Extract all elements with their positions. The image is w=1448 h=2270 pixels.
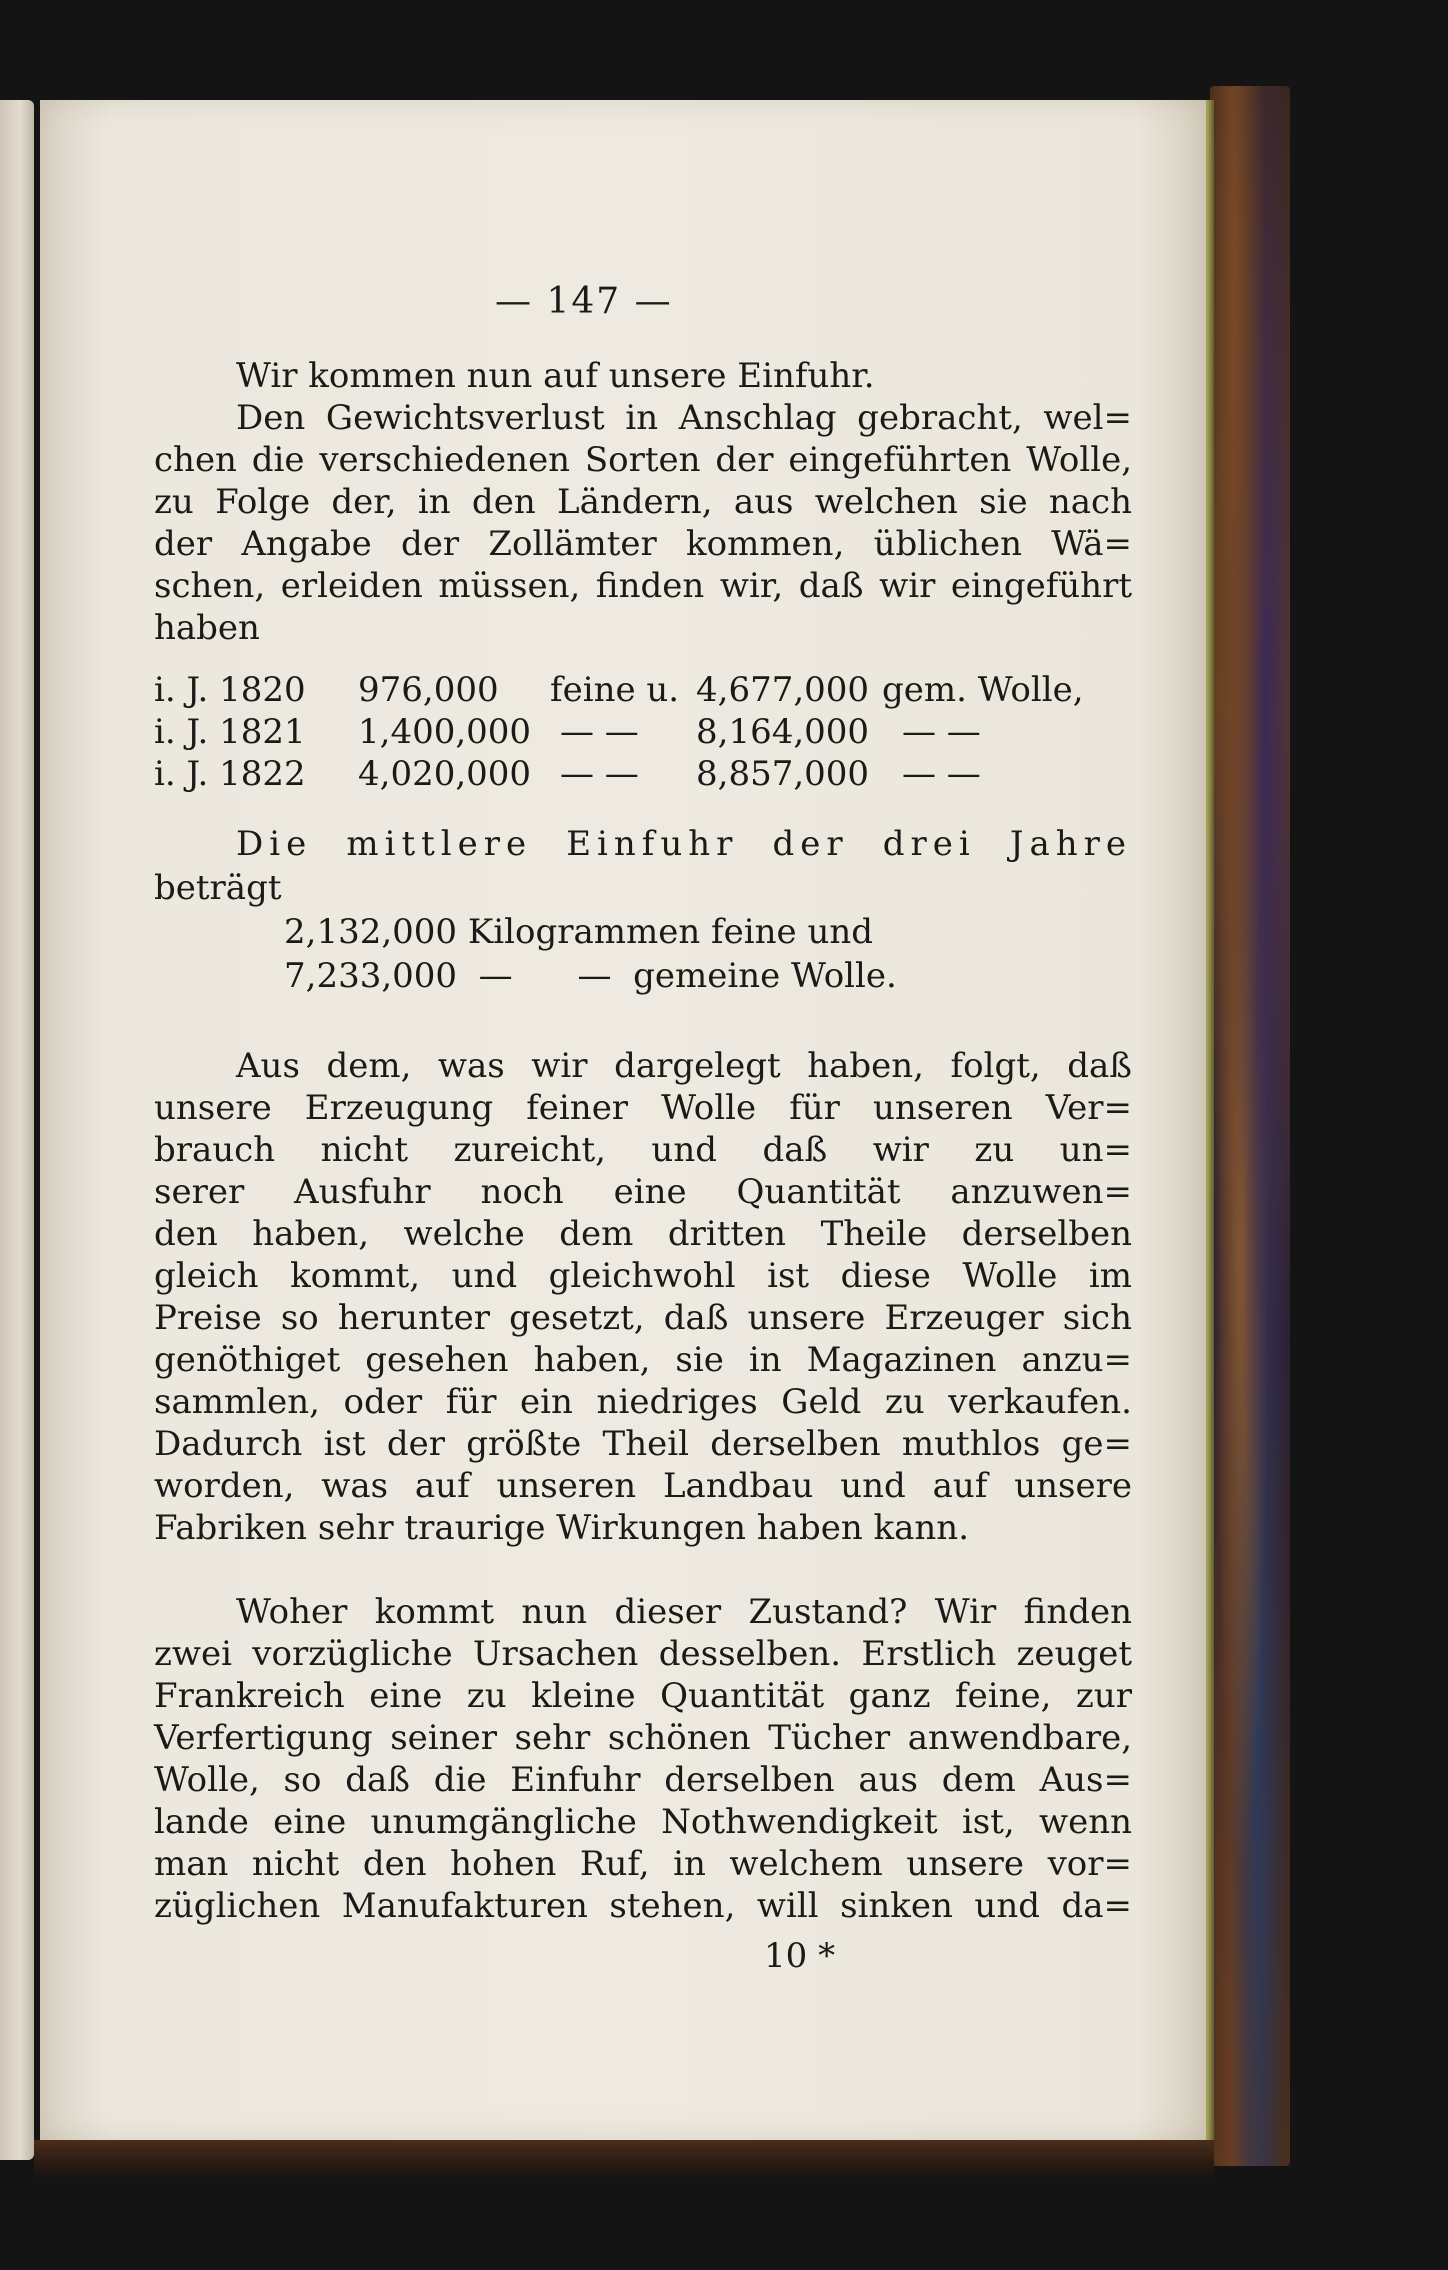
text-line: genöthiget gesehen haben, sie in Magazinen anzu= (154, 1340, 1132, 1380)
text-line: chen die verschiedenen Sorten der eingeführten Wolle, (154, 440, 1132, 480)
year-cell: i. J. 1821 (154, 712, 306, 752)
connector-cell: — — (560, 712, 639, 752)
text-line: Preise so herunter gesetzt, daß unsere Erzeuger sich (154, 1298, 1132, 1338)
text-line: der Angabe der Zollämter kommen, üblichen Wä= (154, 524, 1132, 564)
text-line: Aus dem, was wir dargelegt haben, folgt, daß (236, 1046, 1132, 1086)
page-number: — 147 — (495, 281, 673, 322)
text-line: serer Ausfuhr noch eine Quantität anzuwen= (154, 1172, 1132, 1212)
cover-bottom-edge (34, 2140, 1214, 2180)
text-line: lande eine unumgängliche Nothwendigkeit ist, wenn (154, 1802, 1132, 1842)
text-line: den haben, welche dem dritten Theile derselben (154, 1214, 1132, 1254)
text-line: Dadurch ist der größte Theil derselben muthlos ge= (154, 1424, 1132, 1464)
text-line: Die mittlere Einfuhr der drei Jahre (236, 824, 1132, 864)
text-line: sammlen, oder für ein niedriges Geld zu verkaufen. (154, 1382, 1132, 1422)
text-line: brauch nicht zureicht, und daß wir zu un= (154, 1130, 1132, 1170)
text-line: zwei vorzügliche Ursachen desselben. Erstlich zeuget (154, 1634, 1132, 1674)
common-wool-cell: 8,164,000 (696, 712, 870, 752)
fine-wool-cell: 4,020,000 (358, 754, 532, 794)
text-line: züglichen Manufakturen stehen, will sinken und da= (154, 1886, 1132, 1926)
connector-cell: feine u. (550, 670, 680, 710)
text-line: schen, erleiden müssen, finden wir, daß wir eingeführt (154, 566, 1132, 606)
text-line: Fabriken sehr traurige Wirkungen haben kann. (154, 1508, 970, 1548)
text-line: unsere Erzeugung feiner Wolle für unseren Ver= (154, 1088, 1132, 1128)
text-line: Wir kommen nun auf unsere Einfuhr. (236, 356, 875, 396)
text-line: Wolle, so daß die Einfuhr derselben aus dem Aus= (154, 1760, 1132, 1800)
unit-cell: — — (902, 712, 981, 752)
common-wool-cell: 8,857,000 (696, 754, 870, 794)
previous-page-edge (0, 100, 34, 2160)
fine-wool-cell: 976,000 (358, 670, 499, 710)
text-line: Woher kommt nun dieser Zustand? Wir finden (236, 1592, 1132, 1632)
text-line: haben (154, 608, 260, 648)
connector-cell: — — (560, 754, 639, 794)
text-line: worden, was auf unseren Landbau und auf unsere (154, 1466, 1132, 1506)
year-cell: i. J. 1820 (154, 670, 306, 710)
text-line: Frankreich eine zu kleine Quantität ganz feine, zur (154, 1676, 1132, 1716)
text-line: 7,233,000 — — gemeine Wolle. (284, 956, 897, 996)
text-line: 2,132,000 Kilogrammen feine und (284, 912, 874, 952)
fine-wool-cell: 1,400,000 (358, 712, 532, 752)
book-page (40, 100, 1206, 2140)
text-line: Den Gewichtsverlust in Anschlag gebracht, wel= (236, 398, 1132, 438)
unit-cell: gem. Wolle, (882, 670, 1084, 710)
signature-mark: 10 * (764, 1936, 836, 1976)
text-line: Verfertigung seiner sehr schönen Tücher anwendbare, (154, 1718, 1132, 1758)
year-cell: i. J. 1822 (154, 754, 306, 794)
common-wool-cell: 4,677,000 (696, 670, 870, 710)
text-line: beträgt (154, 868, 282, 908)
text-line: man nicht den hohen Ruf, in welchem unsere vor= (154, 1844, 1132, 1884)
unit-cell: — — (902, 754, 981, 794)
text-line: zu Folge der, in den Ländern, aus welchen sie nach (154, 482, 1132, 522)
text-line: gleich kommt, und gleichwohl ist diese Wolle im (154, 1256, 1132, 1296)
marbled-cover (1210, 86, 1290, 2166)
